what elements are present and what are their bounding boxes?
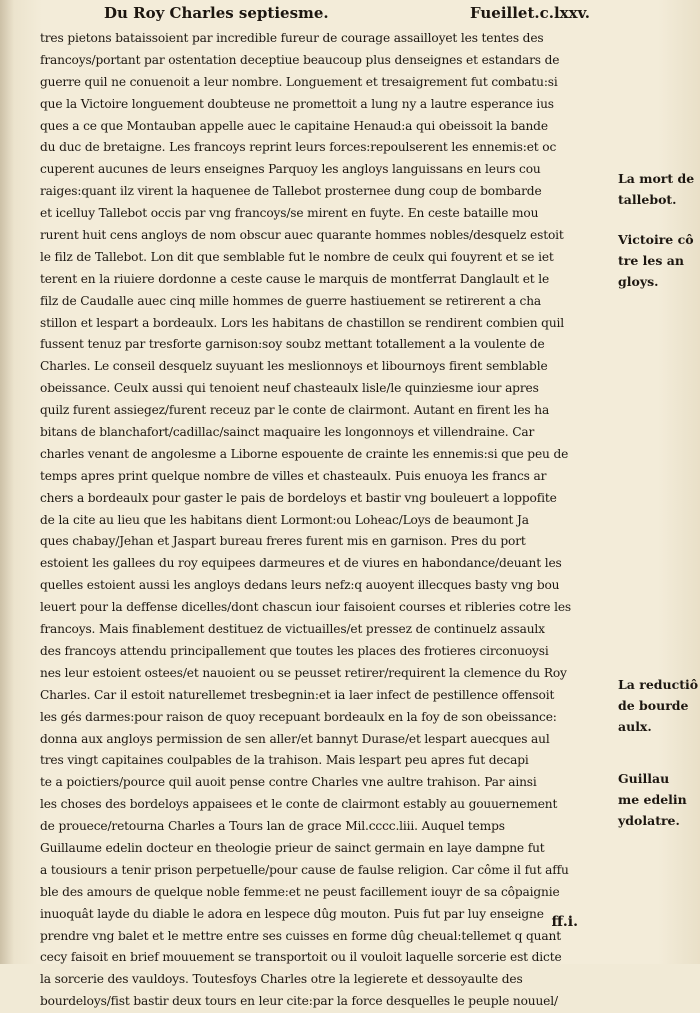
text-line: te a poictiers/pource quil auoit pense contre Charles vne aultre trahison. Par ainsi	[40, 775, 537, 790]
text-line: francoys/portant par ostentation deceptiue beaucoup plus denseignes et estandars de	[40, 52, 560, 67]
margin-note-guillaume-edelin	[618, 768, 700, 831]
text-line: cecy faisoit en brief mouuement se transportoit ou il vouloit laquelle sorcerie est dicte	[40, 950, 562, 965]
text-line: rurent huit cens angloys de nom obscur auec quarante hommes nobles/desquelz estoit	[40, 228, 564, 243]
text-line: des francoys attendu principallement que toutes les places des frotieres circonuoysi	[40, 643, 549, 658]
text-line: de prouece/retourna Charles a Tours lan de grace Mil.cccc.liii. Auquel temps	[40, 819, 505, 834]
margin-note-line: tallebot.	[618, 192, 677, 207]
margin-note-reduction-bordeaux	[618, 674, 700, 737]
text-line: a tousiours a tenir prison perpetuelle/pour cause de faulse religion. Car côme il fut affu	[40, 862, 569, 877]
text-line: bourdeloys/fist bastir deux tours en leur cite:par la force desquelles le peuple nouuel/	[40, 994, 558, 1009]
text-line: chers a bordeaulx pour gaster le pais de bordeloys et bastir vng bouleuert a loppofite	[40, 490, 557, 505]
text-line: ques chabay/Jehan et Jaspart bureau freres furent mis en garnison. Pres du port	[40, 534, 526, 549]
running-title: Du Roy Charles septiesme.	[104, 4, 329, 22]
text-line: la sorcerie des vauldoys. Toutesfoys Charles otre la legierete et dessoyaulte des	[40, 972, 523, 987]
text-line: francoys. Mais finablement destituez de victuailles/et pressez de continuelz assaulx	[40, 622, 545, 637]
text-line: obeissance. Ceulx aussi qui tenoient neuf chasteaulx lisle/le quinziesme iour apres	[40, 381, 539, 396]
binding-shadow	[0, 0, 14, 964]
text-line: tres pietons bataissoient par incredible fureur de courage assailloyet les tentes des	[40, 31, 544, 45]
margin-note-line: Guillau	[618, 771, 670, 786]
margin-note-line: tre les an	[618, 253, 684, 268]
text-line: de la cite au lieu que les habitans dient Lormont:ou Loheac/Loys de beaumont Ja	[40, 512, 529, 527]
text-line: cuperent aucunes de leurs enseignes Parquoy les angloys languissans en leurs cou	[40, 162, 541, 177]
text-line: Charles. Le conseil desquelz suyuant les meslionnoys et libournoys firent semblable	[40, 359, 548, 374]
text-line: ble des amours de quelque noble femme:et ne peust facillement iouyr de sa côpaignie	[40, 884, 560, 899]
text-line: fussent tenuz par tresforte garnison:soy soubz mettant totallement a la voulente de	[40, 337, 545, 352]
text-line: prendre vng balet et le mettre entre ses cuisses en forme dûg cheual:tellemet q quant	[40, 928, 561, 943]
gathering-signature: ff.i.	[551, 914, 578, 930]
folio-number: Fueillet.c.lxxv.	[470, 4, 590, 22]
text-line: Guillaume edelin docteur en theologie prieur de sainct germain en laye dampne fut	[40, 840, 545, 855]
margin-note-line: La mort de	[618, 171, 695, 186]
margin-note-line: ydolatre.	[618, 813, 680, 828]
main-text-block	[40, 28, 606, 1013]
text-line: et icelluy Tallebot occis par vng francoys/se mirent en fuyte. En ceste bataille mou	[40, 206, 539, 221]
text-line: leuert pour la deffense dicelles/dont chascun iour faisoient courses et ribleries cotre les	[40, 600, 571, 615]
text-line: nes leur estoient ostees/et nauoient ou se peusset retirer/requirent la clemence du Roy	[40, 665, 567, 680]
text-line: inuoquât layde du diable le adora en lespece dûg mouton. Puis fut par luy enseigne	[40, 906, 544, 921]
margin-note-death-tallebot	[618, 168, 700, 210]
text-line: charles venant de angolesme a Liborne espouente de crainte les ennemis:si que peu de	[40, 446, 569, 461]
text-line: du duc de bretaigne. Les francoys reprint leurs forces:repoulserent les ennemis:et oc	[40, 140, 557, 155]
text-line: ques a ce que Montauban appelle auec le capitaine Henaud:a qui obeissoit la bande	[40, 118, 548, 133]
text-line: bitans de blanchafort/cadillac/sainct maquaire les longonnoys et villendraine. Car	[40, 425, 535, 440]
text-line: stillon et lespart a bordeaulx. Lors les habitans de chastillon se rendirent combien quil	[40, 315, 565, 330]
text-line: les gés darmes:pour raison de quoy recepuant bordeaulx en la foy de son obeissance:	[40, 709, 557, 724]
text-line: guerre quil ne conuenoit a leur nombre. Longuement et tresaigrement fut combatu:si	[40, 74, 558, 89]
text-line: terent en la riuiere dordonne a ceste cause le marquis de montferrat Danglault et le	[40, 271, 550, 286]
text-line: filz de Caudalle auec cinq mille hommes de guerre hastiuement se retirerent a cha	[40, 293, 542, 308]
text-line: temps apres print quelque nombre de villes et chasteaulx. Puis enuoya les francs ar	[40, 468, 547, 483]
margin-note-line: gloys.	[618, 274, 659, 289]
text-line: Charles. Car il estoit naturellemet tresbegnin:et ia laer infect de pestillence offensoit	[40, 687, 555, 702]
margin-note-english-defeat	[618, 229, 700, 292]
margin-note-line: Victoire cô	[618, 232, 694, 247]
text-line: raiges:quant ilz virent la haquenee de Tallebot prosternee dung coup de bombarde	[40, 184, 542, 199]
text-line: donna aux angloys permission de sen aller/et bannyt Durase/et lespart auecques aul	[40, 731, 550, 746]
text-line: les choses des bordeloys appaisees et le conte de clairmont estably au gouuernement	[40, 797, 558, 812]
text-line: que la Victoire longuement doubteuse ne promettoit a lung ny a lautre esperance ius	[40, 96, 554, 111]
text-line: tres vingt capitaines coulpables de la trahison. Mais lespart peu apres fut decapi	[40, 753, 529, 768]
text-line: quelles estoient aussi les angloys dedans leurs nefz:q auoyent illecques basty vng bou	[40, 578, 560, 593]
page-header	[40, 4, 590, 26]
margin-note-line: La reductiô	[618, 677, 699, 692]
margin-note-line: aulx.	[618, 719, 652, 734]
text-line: quilz furent assiegez/furent receuz par le conte de clairmont. Autant en firent les ha	[40, 403, 550, 418]
text-line: le filz de Tallebot. Lon dit que semblable fut le nombre de ceulx qui fouyrent et se iet	[40, 249, 554, 264]
text-line: estoient les gallees du roy equipees darmeures et de viures en habondance/deuant les	[40, 556, 562, 571]
margin-note-line: me edelin	[618, 792, 687, 807]
margin-note-line: de bourde	[618, 698, 689, 713]
